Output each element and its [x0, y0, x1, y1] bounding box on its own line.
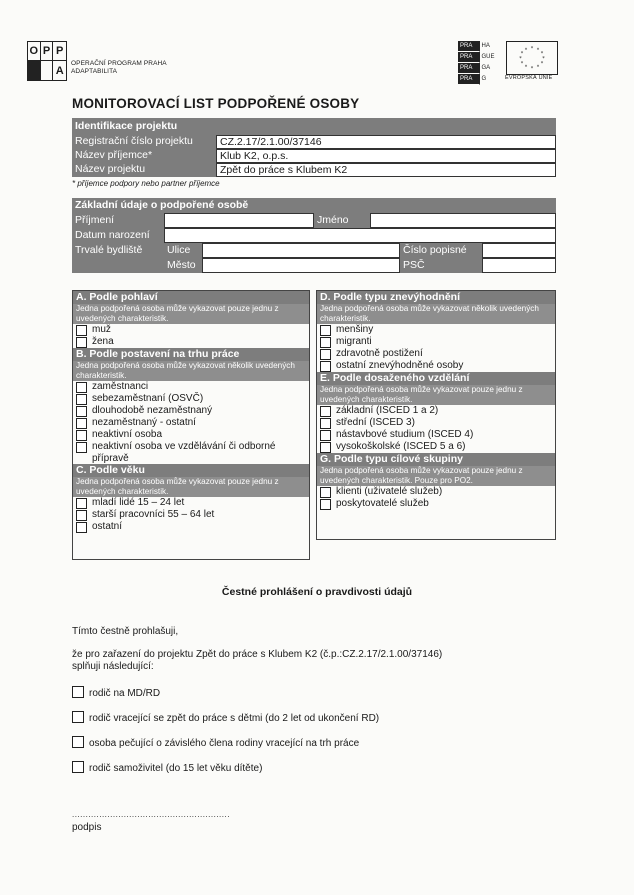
option-b[interactable]	[73, 417, 309, 429]
project-header: Identifikace projektu	[72, 118, 556, 135]
svg-text:*: *	[520, 51, 524, 57]
opp-line1: OPERAČNÍ PROGRAM PRAHA	[71, 60, 167, 67]
option-label: vysokoškolské (ISCED 5 a 6)	[336, 441, 466, 452]
option-label: zaměstnanci	[92, 381, 149, 392]
zip-field[interactable]	[482, 258, 556, 273]
checkbox[interactable]	[320, 361, 331, 372]
svg-text:*: *	[540, 51, 544, 57]
declaration-line1: že pro zařazení do projektu Zpět do práce s Klubem K2 (č.p.:CZ.2.17/2.1.00/37146)	[72, 649, 443, 660]
option-g[interactable]	[317, 486, 555, 498]
checkbox[interactable]	[76, 510, 87, 521]
option-d[interactable]	[317, 360, 555, 372]
section-e-note: Jedna podpořená osoba může vykazovat pouze jednu z uvedených charakteristik.	[317, 385, 555, 405]
section-d-title: D. Podle typu znevýhodnění	[317, 291, 555, 304]
option-zena[interactable]	[73, 336, 309, 348]
section-b-title: B. Podle postavení na trhu práce	[73, 348, 309, 361]
street-label: Ulice	[164, 243, 202, 258]
option-label: ostatní znevýhodněné osoby	[336, 360, 464, 371]
svg-text:*: *	[530, 66, 534, 72]
option-label: rodič samoživitel (do 15 let věku dítěte)	[89, 763, 263, 774]
project-value: Klub K2, o.p.s.	[216, 149, 556, 163]
project-label: Název projektu	[72, 163, 216, 177]
zip-label: PSČ	[400, 258, 482, 273]
declaration-option[interactable]	[72, 686, 160, 699]
option-label: neaktivní osoba	[92, 429, 163, 440]
praha-cell: PRA	[458, 52, 479, 63]
option-label: muž	[92, 324, 111, 335]
checkbox[interactable]	[76, 442, 87, 453]
opp-blank	[41, 61, 54, 80]
project-value: CZ.2.17/2.1.00/37146	[216, 135, 556, 149]
right-panel	[316, 290, 556, 540]
svg-text:*: *	[536, 64, 540, 71]
section-c-title: C. Podle věku	[73, 464, 309, 477]
name-label: Jméno	[314, 213, 370, 228]
section-b-note: Jedna podpořená osoba může vykazovat několik uvedených charakteristik.	[73, 361, 309, 381]
praha-cell: PRA	[458, 41, 479, 52]
eu-label: EVROPSKÁ UNIE	[505, 75, 553, 81]
signature-line: ..........................................................	[72, 810, 230, 819]
praha-cell: GA	[479, 63, 500, 74]
option-label: mladí lidé 15 – 24 let	[92, 497, 185, 509]
section-c-note: Jedna podpořená osoba může vykazovat pouze jednu z uvedených charakteristik.	[73, 477, 309, 497]
svg-text:*: *	[524, 64, 528, 71]
opp-letter: P	[41, 42, 54, 61]
option-label: rodič vracející se zpět do práce s dětmi (do 2 let od ukončení RD)	[89, 713, 380, 724]
option-b[interactable]	[73, 429, 309, 441]
checkbox[interactable]	[320, 406, 331, 417]
praha-cell: PRA	[458, 74, 479, 85]
declaration-intro: Tímto čestně prohlašuji,	[72, 626, 179, 637]
residence-label: Trvalé bydliště	[72, 243, 164, 273]
svg-text:*: *	[536, 47, 540, 54]
checkbox[interactable]	[76, 382, 87, 393]
option-label: starší pracovníci 55 – 64 let	[92, 509, 215, 521]
checkbox[interactable]	[76, 337, 87, 348]
praha-cell: PRA	[458, 63, 479, 74]
option-e[interactable]	[317, 441, 555, 453]
checkbox[interactable]	[320, 499, 331, 510]
svg-text:*: *	[542, 56, 545, 62]
checkbox[interactable]	[320, 325, 331, 336]
project-label: Název příjemce*	[72, 149, 216, 163]
option-d[interactable]	[317, 324, 555, 336]
svg-text:*: *	[530, 46, 534, 52]
option-b[interactable]	[73, 441, 309, 464]
option-d[interactable]	[317, 336, 555, 348]
option-label: poskytovatelé služeb	[336, 498, 429, 509]
checkbox[interactable]	[320, 418, 331, 429]
opp-letter: P	[53, 42, 66, 61]
checkbox[interactable]	[72, 686, 84, 698]
person-header: Základní údaje o podpořené osobě	[72, 198, 556, 213]
project-note: * příjemce podpory nebo partner příjemce	[72, 179, 220, 188]
checkbox[interactable]	[72, 736, 84, 748]
option-d[interactable]	[317, 348, 555, 360]
surname-field[interactable]	[164, 213, 314, 228]
option-c[interactable]	[73, 521, 309, 533]
checkbox[interactable]	[76, 394, 87, 405]
option-c[interactable]	[73, 497, 309, 509]
declaration-option[interactable]	[72, 711, 379, 724]
option-label: osoba pečující o závislého člena rodiny vracející na trh práce	[89, 738, 360, 749]
option-label: ostatní	[92, 521, 123, 533]
section-a-title: A. Podle pohlaví	[73, 291, 309, 304]
svg-text:*: *	[540, 61, 544, 67]
option-label: dlouhodobě nezaměstnaný	[92, 405, 213, 416]
praha-cell: G	[479, 74, 500, 85]
praha-logo	[458, 41, 499, 81]
project-value: Zpět do práce s Klubem K2	[216, 163, 556, 177]
checkbox[interactable]	[76, 522, 87, 533]
svg-text:*: *	[524, 47, 528, 54]
praha-cell: HA	[479, 41, 500, 52]
option-label: neaktivní osoba ve vzdělávání či odborné přípravě	[92, 441, 276, 464]
checkbox[interactable]	[320, 487, 331, 498]
opp-logo	[27, 41, 67, 81]
opp-letter: O	[28, 42, 41, 61]
street-field[interactable]	[202, 243, 400, 258]
checkbox[interactable]	[72, 761, 84, 773]
birth-label: Datum narození	[72, 228, 164, 243]
checkbox[interactable]	[320, 430, 331, 441]
section-e-title: E. Podle dosaženého vzdělání	[317, 372, 555, 385]
city-field[interactable]	[202, 258, 400, 273]
option-muz[interactable]	[73, 324, 309, 336]
option-label: základní (ISCED 1 a 2)	[336, 405, 439, 416]
option-e[interactable]	[317, 405, 555, 417]
opp-block	[28, 61, 41, 80]
declaration-line2: splňuji následující:	[72, 661, 154, 672]
option-label: rodič na MD/RD	[89, 688, 161, 699]
section-d-note: Jedna podpořená osoba může vykazovat několik uvedených charakteristik.	[317, 304, 555, 324]
checkbox[interactable]	[320, 442, 331, 453]
signature-label: podpis	[72, 822, 102, 833]
option-b[interactable]	[73, 381, 309, 393]
section-a-note: Jedna podpořená osoba může vykazovat pouze jednu z uvedených charakteristik.	[73, 304, 309, 324]
svg-text:*: *	[519, 56, 522, 62]
name-field[interactable]	[370, 213, 556, 228]
option-label: zdravotně postižení	[336, 348, 423, 359]
opp-logo-text	[71, 60, 167, 76]
checkbox[interactable]	[76, 418, 87, 429]
left-panel	[72, 290, 310, 560]
option-label: migranti	[336, 336, 372, 347]
option-label: klienti (uživatelé služeb)	[336, 486, 443, 497]
section-g-note: Jedna podpořená osoba může vykazovat pouze jednu z uvedených charakteristik. Pouze pro PO2.	[317, 466, 555, 486]
checkbox[interactable]	[76, 406, 87, 417]
eu-flag-icon	[506, 41, 558, 75]
declaration-title: Čestné prohlášení o pravdivosti údajů	[221, 586, 413, 598]
project-label: Registrační číslo projektu	[72, 135, 216, 149]
house-no-field[interactable]	[482, 243, 556, 258]
option-e[interactable]	[317, 429, 555, 441]
surname-label: Příjmení	[72, 213, 164, 228]
option-e[interactable]	[317, 417, 555, 429]
option-c[interactable]	[73, 509, 309, 521]
checkbox[interactable]	[320, 337, 331, 348]
option-b[interactable]	[73, 405, 309, 417]
checkbox[interactable]	[320, 349, 331, 360]
house-no-label: Číslo popisné	[400, 243, 482, 258]
checkbox[interactable]	[72, 711, 84, 723]
option-label: žena	[92, 336, 114, 347]
svg-text:*: *	[520, 61, 524, 67]
opp-letter: A	[55, 64, 64, 77]
declaration-option[interactable]	[72, 761, 262, 774]
option-b[interactable]	[73, 393, 309, 405]
checkbox[interactable]	[76, 325, 87, 336]
opp-line2: ADAPTABILITA	[71, 68, 118, 75]
option-label: nezaměstnaný - ostatní	[92, 417, 196, 428]
option-label: sebezaměstnaní (OSVČ)	[92, 393, 204, 404]
section-g-title: G. Podle typu cílové skupiny	[317, 453, 555, 466]
birth-field[interactable]	[164, 228, 556, 243]
option-label: střední (ISCED 3)	[336, 417, 415, 428]
checkbox[interactable]	[76, 430, 87, 441]
option-g[interactable]	[317, 498, 555, 510]
checkbox[interactable]	[76, 498, 87, 509]
page-title: MONITOROVACÍ LIST PODPOŘENÉ OSOBY	[72, 96, 360, 111]
option-label: nástavbové studium (ISCED 4)	[336, 429, 474, 440]
city-label: Město	[164, 258, 202, 273]
declaration-option[interactable]	[72, 736, 359, 749]
option-label: menšiny	[336, 324, 374, 335]
praha-cell: GUE	[479, 52, 500, 63]
